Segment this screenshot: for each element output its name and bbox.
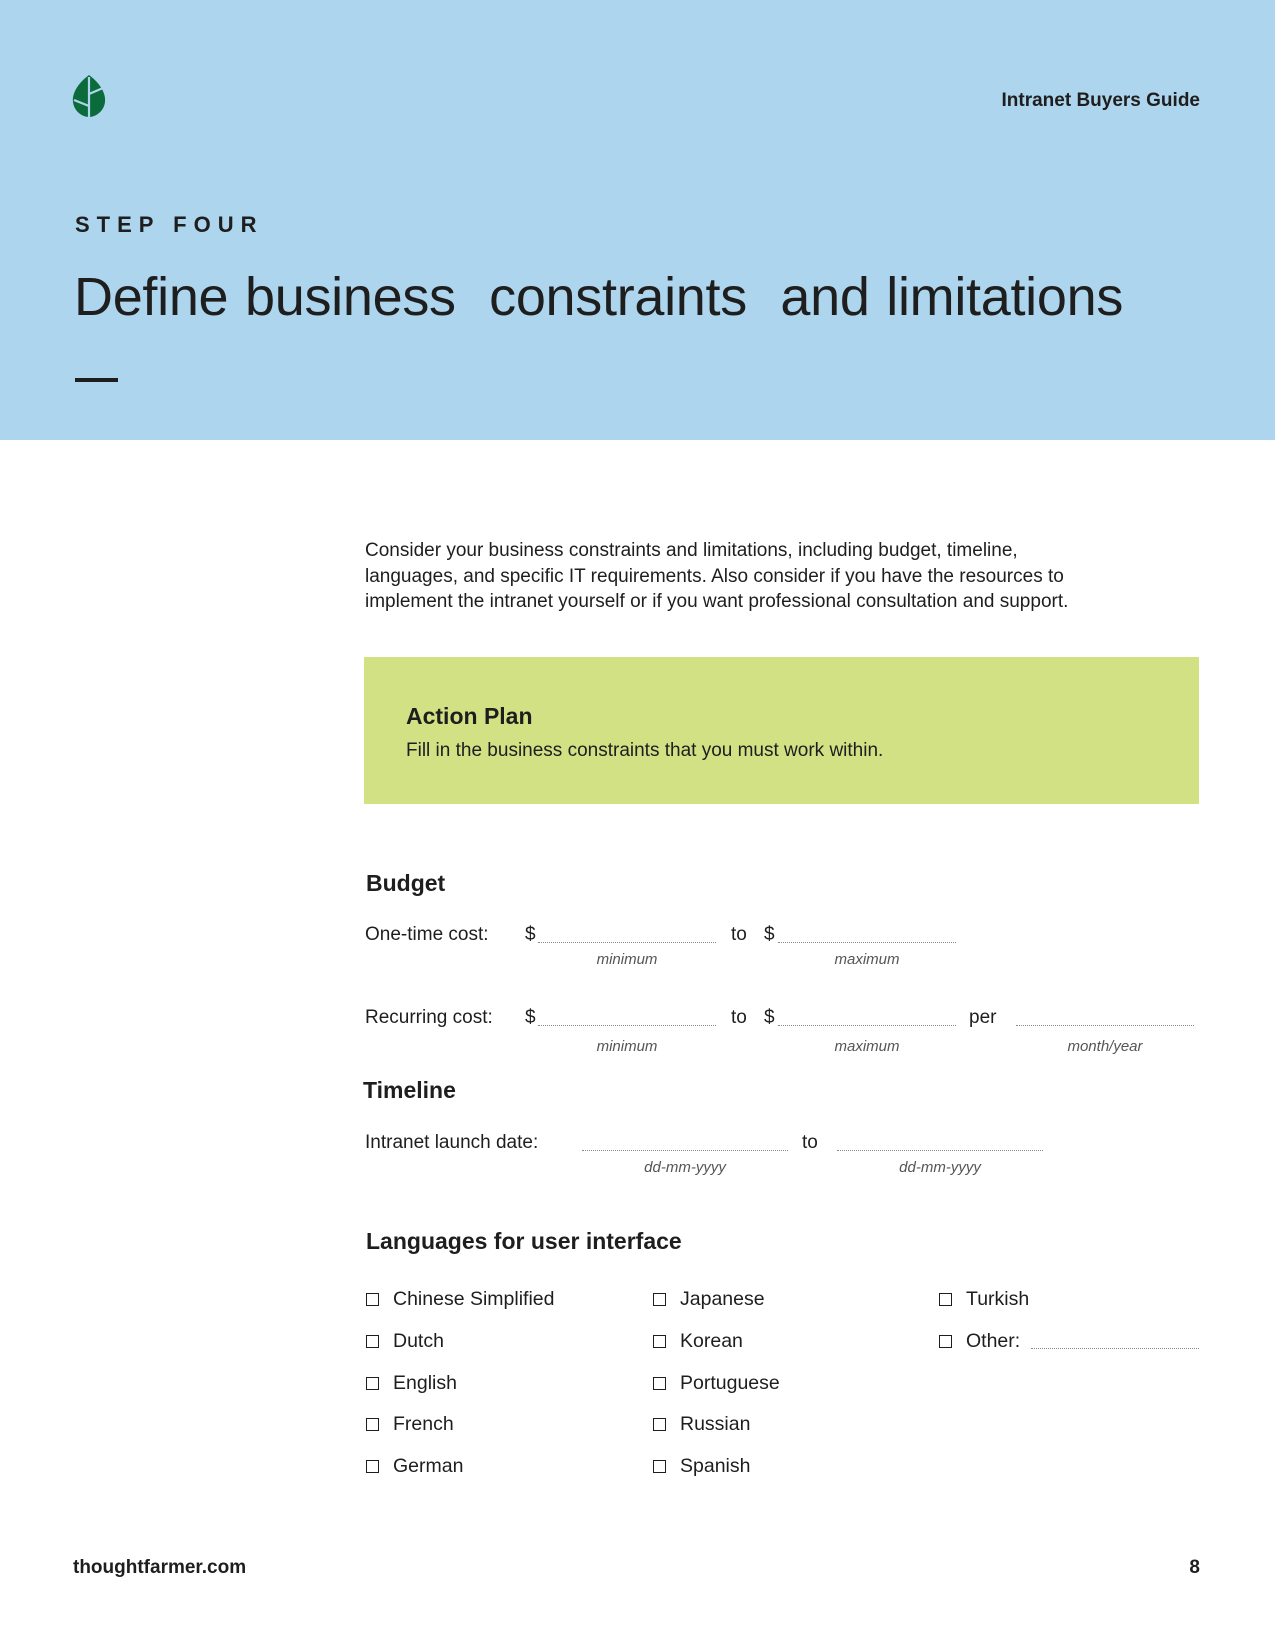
title-divider: [75, 378, 118, 382]
language-label: Spanish: [680, 1455, 751, 1477]
action-plan-box: [364, 657, 1199, 804]
other-language-field[interactable]: [1031, 1348, 1199, 1349]
to-label: to: [731, 1007, 747, 1028]
language-label: Korean: [680, 1330, 743, 1352]
checkbox[interactable]: [653, 1293, 666, 1306]
language-option-russian[interactable]: [653, 1413, 750, 1436]
guide-title: Intranet Buyers Guide: [1001, 90, 1200, 111]
language-option-english[interactable]: [366, 1372, 457, 1395]
intro-line: implement the intranet yourself or if you want professional consultation and support.: [365, 591, 1069, 612]
currency-symbol: $: [525, 1007, 536, 1028]
step-label: STEP FOUR: [75, 212, 264, 237]
checkbox[interactable]: [366, 1377, 379, 1390]
one-time-max-field[interactable]: [778, 942, 956, 943]
minimum-hint: minimum: [596, 1038, 658, 1055]
language-option-turkish[interactable]: [939, 1288, 1029, 1311]
launch-start-date-field[interactable]: [582, 1150, 788, 1151]
checkbox[interactable]: [939, 1335, 952, 1348]
checkbox[interactable]: [653, 1335, 666, 1348]
language-option-chinese-simplified[interactable]: [366, 1288, 555, 1311]
launch-date-label: Intranet launch date:: [365, 1132, 539, 1153]
checkbox[interactable]: [366, 1460, 379, 1473]
language-option-portuguese[interactable]: [653, 1372, 780, 1395]
language-option-german[interactable]: [366, 1455, 463, 1478]
maximum-hint: maximum: [834, 951, 900, 968]
budget-heading: Budget: [366, 870, 446, 896]
recurring-max-field[interactable]: [778, 1025, 956, 1026]
date-format-hint: dd-mm-yyyy: [644, 1159, 726, 1176]
recurring-cost-label: Recurring cost:: [365, 1007, 493, 1028]
language-label: Chinese Simplified: [393, 1288, 555, 1310]
intro-line: languages, and specific IT requirements. Also consider if you have the resources to: [365, 565, 1064, 587]
language-label: Turkish: [966, 1288, 1030, 1310]
recurring-period-field[interactable]: [1016, 1025, 1194, 1026]
currency-symbol: $: [764, 924, 775, 945]
checkbox[interactable]: [653, 1460, 666, 1473]
intro-paragraph: [365, 538, 1195, 615]
language-label: English: [393, 1372, 457, 1394]
language-label: German: [393, 1455, 464, 1477]
language-option-japanese[interactable]: [653, 1288, 765, 1311]
checkbox[interactable]: [939, 1293, 952, 1306]
to-label: to: [802, 1132, 818, 1153]
to-label: to: [731, 924, 747, 945]
page-title: Define business constraints and limitations: [74, 267, 1124, 327]
language-option-dutch[interactable]: [366, 1330, 444, 1353]
language-label: Russian: [680, 1413, 751, 1435]
language-label: Dutch: [393, 1330, 444, 1352]
recurring-min-field[interactable]: [538, 1025, 716, 1026]
language-option-korean[interactable]: [653, 1330, 743, 1353]
language-option-other[interactable]: [939, 1330, 1020, 1353]
launch-end-date-field[interactable]: [837, 1150, 1043, 1151]
language-label: Portuguese: [680, 1372, 780, 1394]
checkbox[interactable]: [366, 1293, 379, 1306]
minimum-hint: minimum: [596, 951, 658, 968]
currency-symbol: $: [525, 924, 536, 945]
action-plan-text: Fill in the business constraints that you must work within.: [406, 740, 884, 761]
page-number: 8: [1189, 1557, 1200, 1578]
period-hint: month/year: [1067, 1038, 1143, 1055]
one-time-min-field[interactable]: [538, 942, 716, 943]
checkbox[interactable]: [653, 1418, 666, 1431]
language-option-french[interactable]: [366, 1413, 454, 1436]
date-format-hint: dd-mm-yyyy: [899, 1159, 981, 1176]
language-label: Japanese: [680, 1288, 765, 1310]
per-label: per: [969, 1007, 997, 1028]
timeline-heading: Timeline: [363, 1077, 456, 1103]
language-label: Other:: [966, 1330, 1021, 1352]
action-plan-title: Action Plan: [406, 703, 533, 729]
maximum-hint: maximum: [834, 1038, 900, 1055]
leaf-icon: [72, 74, 106, 118]
checkbox[interactable]: [366, 1335, 379, 1348]
checkbox[interactable]: [653, 1377, 666, 1390]
currency-symbol: $: [764, 1007, 775, 1028]
checkbox[interactable]: [366, 1418, 379, 1431]
header-banner: [0, 0, 1275, 440]
language-option-spanish[interactable]: [653, 1455, 750, 1478]
one-time-cost-label: One-time cost:: [365, 924, 489, 945]
intro-line: Consider your business constraints and limitations, including budget, timeline,: [365, 540, 1018, 561]
language-label: French: [393, 1413, 454, 1435]
languages-heading: Languages for user interface: [366, 1228, 682, 1254]
footer-website: thoughtfarmer.com: [73, 1557, 247, 1578]
